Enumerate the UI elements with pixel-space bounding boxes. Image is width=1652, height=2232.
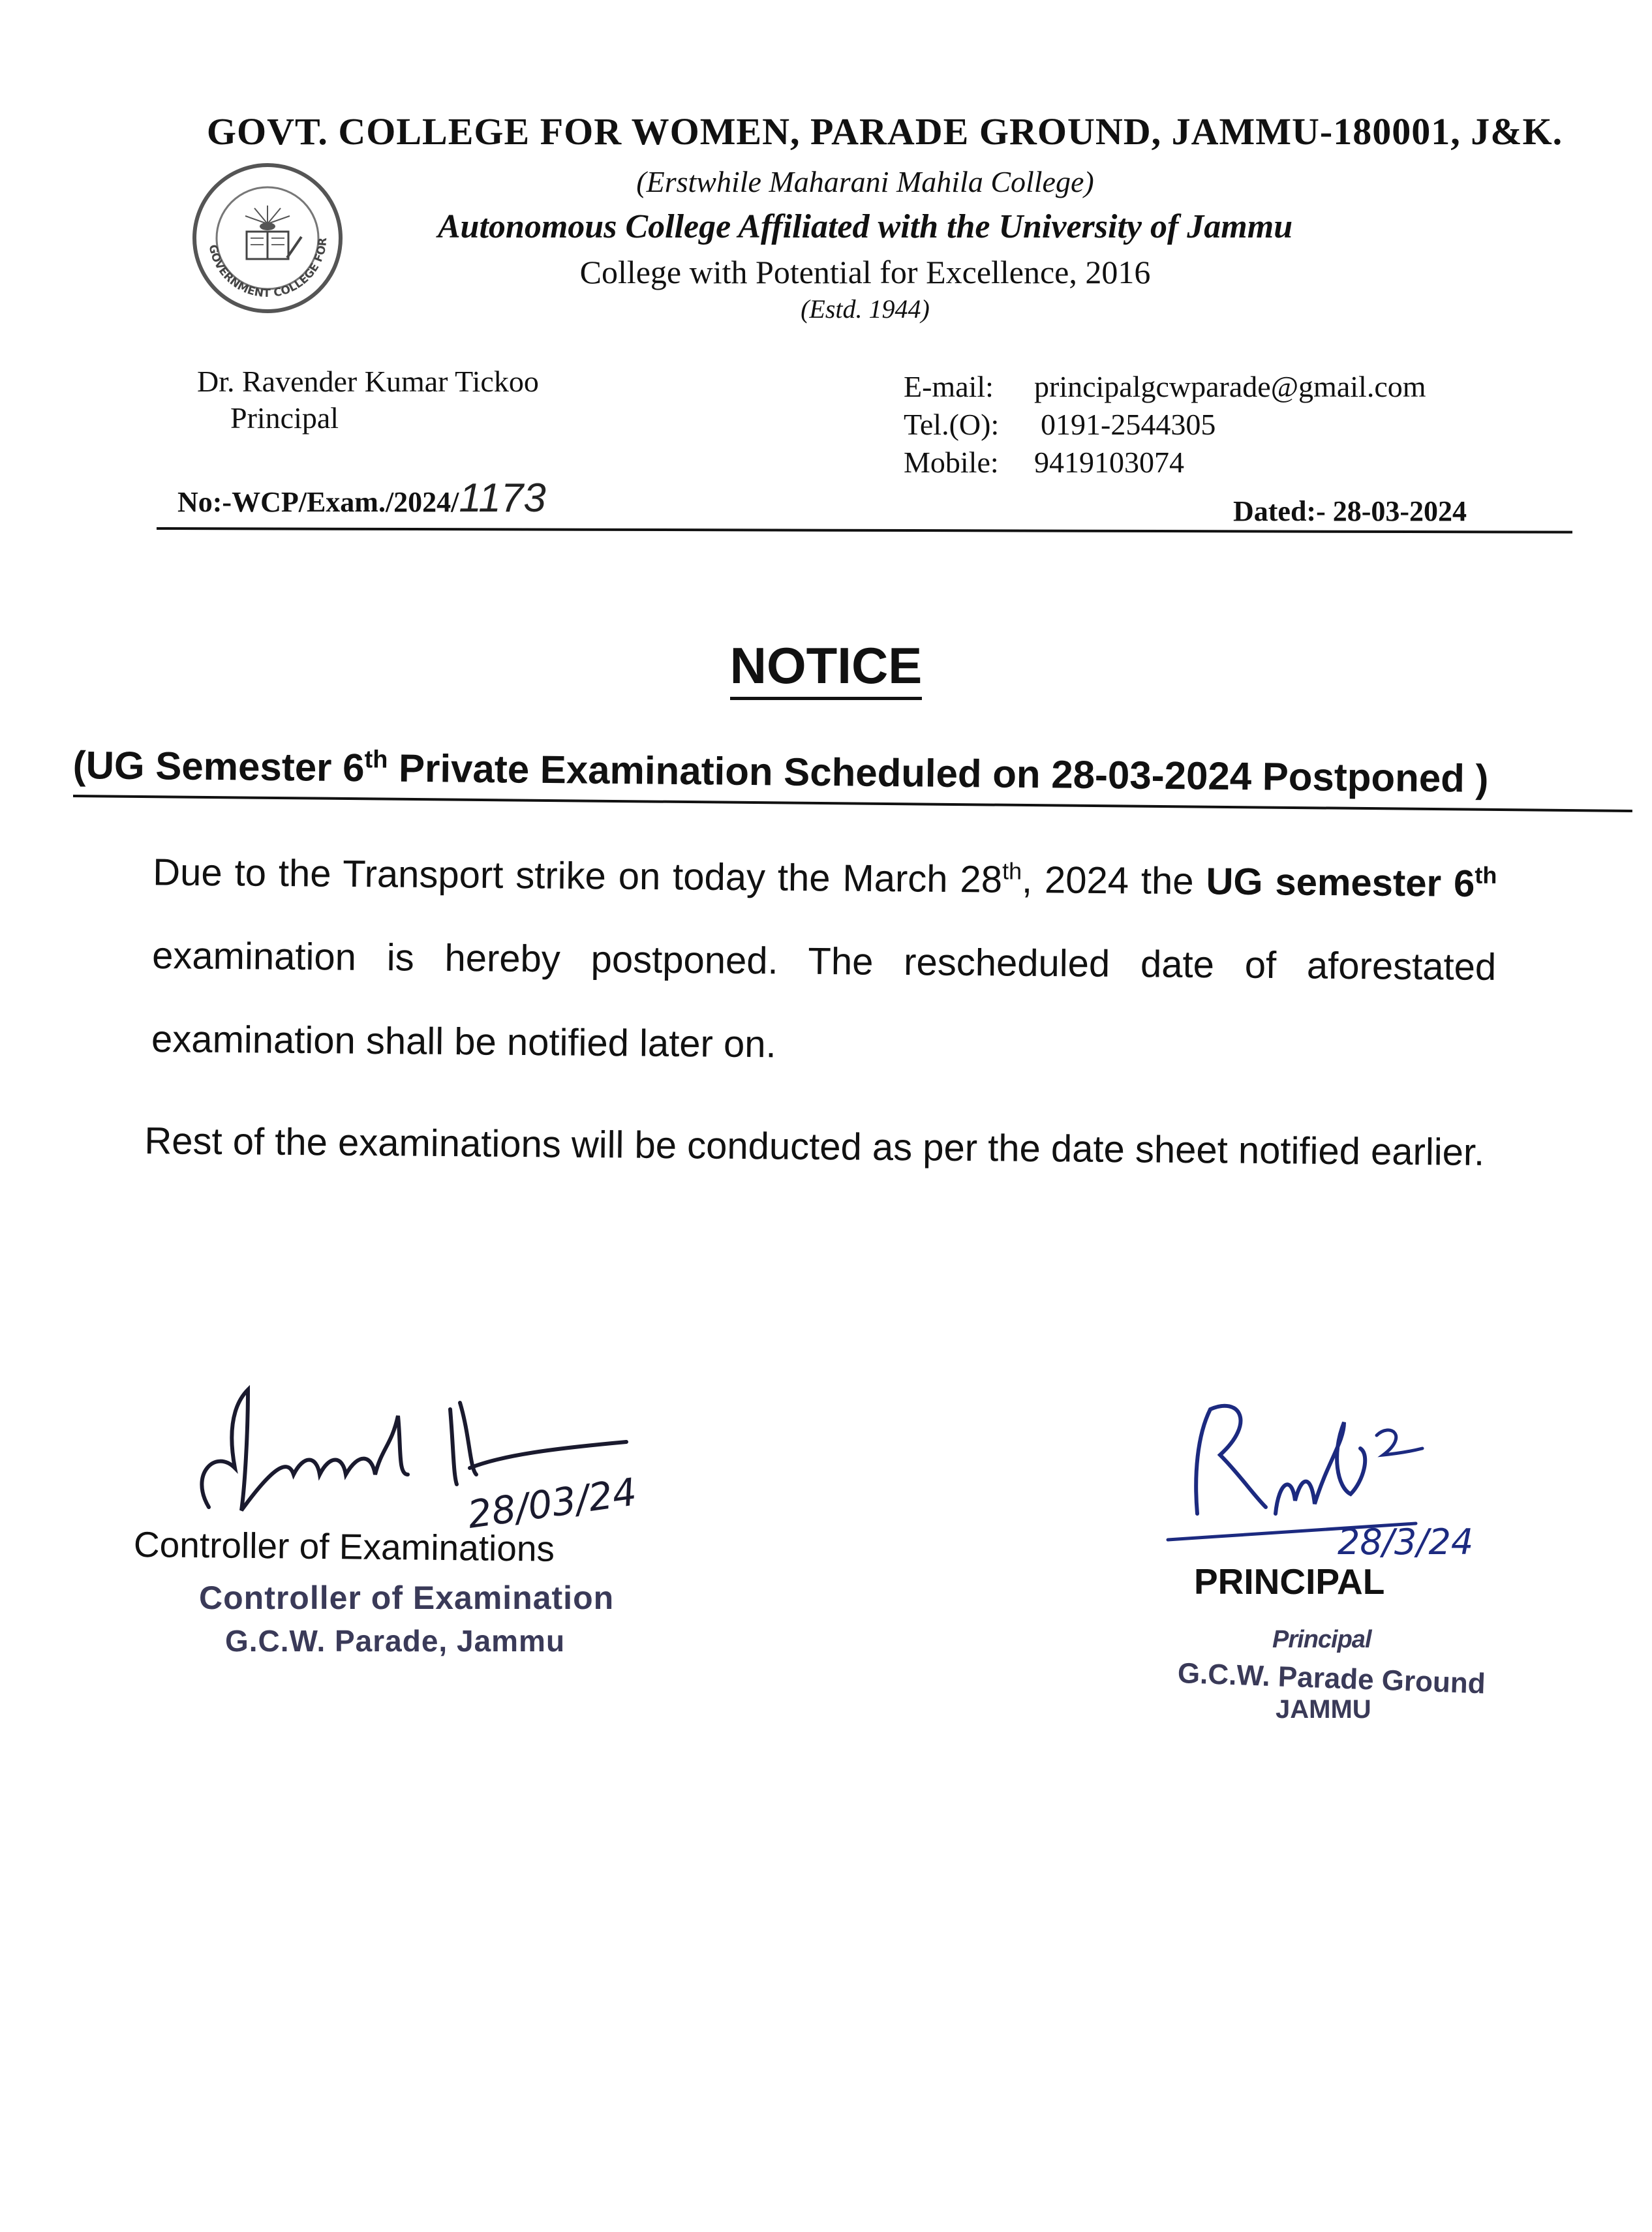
controller-stamp-line-1: Controller of Examination [199,1580,615,1616]
notice-date: Dated:- 28-03-2024 [1233,495,1467,527]
subject-text-1: (UG Semester 6 [72,743,365,790]
recognition: College with Potential for Excellence, 2016 [579,254,1151,290]
principal-designation: Principal [230,401,339,435]
para1-text-c: examination is hereby postponed. The rescheduled date of aforestated examination shall be notified later on. [151,934,1497,1066]
para1-bold: UG semester 6 [1206,860,1475,906]
para1-text-b: , 2024 the [1021,858,1206,903]
principal-signature [1148,1383,1514,1559]
college-seal-logo [189,160,346,316]
principal-title: PRINCIPAL [1194,1561,1385,1602]
reference-prefix: No:-WCP/Exam./2024/ [177,486,459,518]
header-divider [157,527,1572,534]
tel-label: Tel.(O): [904,408,1000,441]
reference-handwritten-number: 1173 [459,476,546,521]
para1-text-a: Due to the Transport strike on today the March 28 [153,851,1003,901]
tel-value: 0191-2544305 [1041,408,1216,441]
email-value: principalgcwparade@gmail.com [1034,370,1426,403]
mobile-label: Mobile: [904,446,999,479]
subject-text-2: Private Examination Scheduled on 28-03-2024 Postponed ) [388,746,1489,801]
para1-sup-1: th [1002,857,1022,885]
principal-stamp-line-2: G.C.W. Parade Ground [1177,1657,1486,1700]
subject-superscript: th [364,746,388,774]
para1-sup-2: th [1475,861,1497,889]
controller-stamp-line-2: G.C.W. Parade, Jammu [225,1624,566,1658]
established: (Estd. 1944) [801,294,930,324]
mobile-value: 9419103074 [1034,446,1184,479]
notice-heading-text: NOTICE [730,637,923,700]
affiliation: Autonomous College Affiliated with the University of Jammu [437,208,1293,245]
email-label: E-mail: [904,370,994,403]
controller-handwritten-date: 28/03/24 [465,1469,639,1537]
reference-number [177,475,546,521]
principal-stamp-line-1: Principal [1272,1626,1371,1653]
notice-paragraph-2: Rest of the examinations will be conducted as per the date sheet notified earlier. [144,1119,1485,1174]
notice-paragraph-1 [151,822,1497,1093]
notice-heading [0,636,1652,696]
seal-text: GOVERNMENT COLLEGE FOR [206,237,330,301]
former-name: (Erstwhile Maharani Mahila College) [636,165,1094,198]
controller-title: Controller of Examinations [133,1524,555,1569]
principal-handwritten-date: 28/3/24 [1338,1521,1474,1559]
controller-signature [163,1377,685,1540]
svg-text:GOVERNMENT COLLEGE FOR WOMEN, [189,160,329,300]
principal-name: Dr. Ravender Kumar Tickoo [197,365,539,398]
principal-stamp-line-3: JAMMU [1276,1695,1371,1724]
college-name: GOVT. COLLEGE FOR WOMEN, PARADE GROUND, JAMMU-180001, J&K. [206,110,1563,153]
notice-subject [72,742,1488,801]
